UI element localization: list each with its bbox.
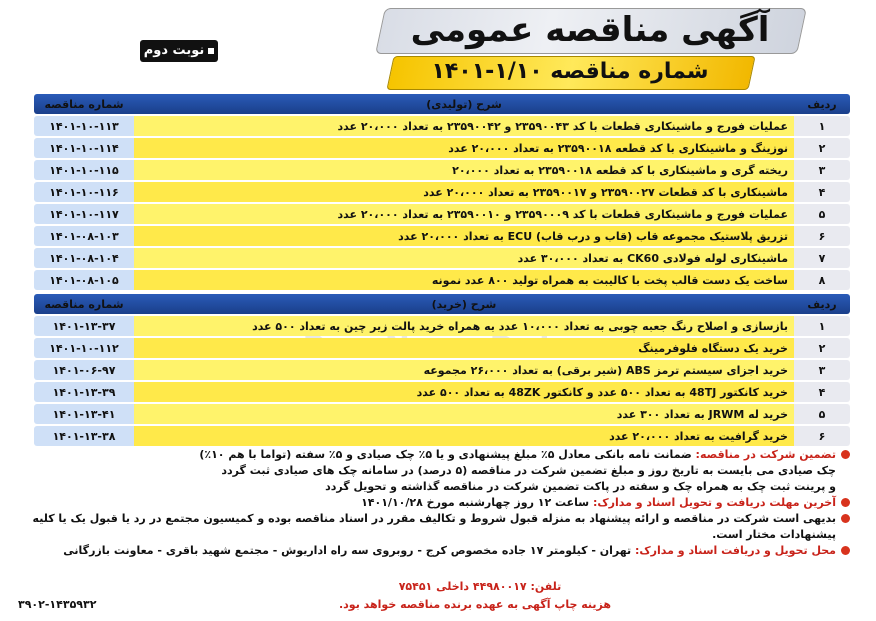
round-badge <box>140 40 218 62</box>
row-tender-number: ۱۴۰۱-۱۰-۱۱۶ <box>34 182 134 202</box>
table-row <box>34 160 850 180</box>
red-bullet-icon <box>841 546 850 555</box>
table-row <box>34 270 850 290</box>
row-description: تزریق پلاستیک مجموعه قاب (قاب و درب قاب) ECU به تعداد ۲۰،۰۰۰ عدد <box>134 226 794 246</box>
table-header-row <box>34 294 850 314</box>
note-guarantee-text: ضمانت نامه بانکی معادل ۵٪ مبلغ پیشنهادی و یا ۵٪ چک صیادی و ۵٪ سفته (تواما با هم ۱۰٪) <box>199 448 692 461</box>
row-description: خرید کانکتور 48TJ به تعداد ۵۰۰ عدد و کانکتور 48ZK به تعداد ۵۰۰ عدد <box>134 382 794 402</box>
row-index: ۵ <box>794 404 850 424</box>
note-acceptance-text: بدیهی است شرکت در مناقصه و ارائه پیشنهاد به منزله قبول شروط و تکالیف مقرر در اسناد مناقصه بوده و کمیسیون مجتمع در رد یا قبول یک یا کلیه پیشنهادات مختار است. <box>32 512 836 541</box>
note-location <box>20 543 850 559</box>
row-description: نوزینگ و ماشینکاری با کد قطعه ۲۳۵۹۰۰۱۸ به تعداد ۲۰،۰۰۰ عدد <box>134 138 794 158</box>
table-header-row <box>34 94 850 114</box>
note-guarantee-line2-text: چک صیادی می بایست به تاریخ روز و مبلغ تضمین شرکت در مناقصه (۵ درصد) در سامانه چک های صیادی ثبت گردد <box>221 464 836 477</box>
row-description: خرید له JRWM به تعداد ۳۰۰ عدد <box>134 404 794 424</box>
row-tender-number: ۱۴۰۱-۱۰-۱۱۴ <box>34 138 134 158</box>
production-tenders-table <box>34 92 850 292</box>
note-guarantee-line3-text: و پرینت ثبت چک به همراه چک و سفته در پاکت تضمین شرکت در مناقصه گذاشته و تحویل گردد <box>325 480 836 493</box>
contact-phone: تلفن: ۴۴۹۸۰۰۱۷ داخلی ۷۵۴۵۱ <box>398 580 562 593</box>
row-description: خرید یک دستگاه فلوفرمینگ <box>134 338 794 358</box>
row-description: ساخت یک دست قالب پخت با کالیبت به همراه تولید ۸۰۰ عدد نمونه <box>134 270 794 290</box>
row-description: خرید گرافیت به تعداد ۲۰،۰۰۰ عدد <box>134 426 794 446</box>
row-description: ماشینکاری با کد قطعات ۲۳۵۹۰۰۲۷ و ۲۳۵۹۰۰۱۷ به تعداد ۲۰،۰۰۰ عدد <box>134 182 794 202</box>
table-row <box>34 404 850 424</box>
row-tender-number: ۱۴۰۱-۱۳-۳۸ <box>34 426 134 446</box>
advert-cost-note: هزینه چاپ آگهی به عهده برنده مناقصه خواهد بود. <box>338 598 611 611</box>
note-acceptance <box>20 511 850 543</box>
notice-header <box>0 0 876 96</box>
row-tender-number: ۱۴۰۱-۱۳-۴۱ <box>34 404 134 424</box>
row-tender-number: ۱۴۰۱-۱۰-۱۱۳ <box>34 116 134 136</box>
table-row <box>34 182 850 202</box>
note-deadline-label: آخرین مهلت دریافت و تحویل اسناد و مدارک: <box>592 496 836 509</box>
row-index: ۶ <box>794 426 850 446</box>
table-row <box>34 248 850 268</box>
note-guarantee-line3 <box>20 479 850 495</box>
row-index: ۴ <box>794 382 850 402</box>
row-tender-number: ۱۴۰۱-۰۸-۱۰۵ <box>34 270 134 290</box>
row-index: ۱ <box>794 316 850 336</box>
col-header-rad: ردیف <box>794 294 850 314</box>
col-header-desc: شرح (تولیدی) <box>134 94 794 114</box>
round-badge-label: نوبت دوم <box>143 43 205 58</box>
row-tender-number: ۱۴۰۱-۰۸-۱۰۴ <box>34 248 134 268</box>
table-row <box>34 226 850 246</box>
row-tender-number: ۱۴۰۱-۱۰-۱۱۷ <box>34 204 134 224</box>
purchase-tenders-table <box>34 292 850 448</box>
row-tender-number: ۱۴۰۱-۱۰-۱۱۵ <box>34 160 134 180</box>
row-description: خرید اجزای سیستم ترمز ABS (شیر برقی) به تعداد ۲۶،۰۰۰ مجموعه <box>134 360 794 380</box>
row-index: ۱ <box>794 116 850 136</box>
row-index: ۵ <box>794 204 850 224</box>
row-tender-number: ۱۴۰۱-۱۰-۱۱۲ <box>34 338 134 358</box>
row-index: ۳ <box>794 160 850 180</box>
red-bullet-icon <box>841 514 850 523</box>
square-bullet-icon <box>208 48 214 54</box>
note-guarantee-line2 <box>20 463 850 479</box>
red-bullet-icon <box>841 450 850 459</box>
note-location-label: محل تحویل و دریافت اسناد و مدارک: <box>635 544 836 557</box>
note-location-text: تهران - کیلومتر ۱۷ جاده مخصوص کرج - روبروی سه راه اداریوش - مجتمع شهید باقری - معاونت بازرگانی <box>63 544 632 557</box>
note-guarantee-label: تضمین شرکت در مناقصه: <box>695 448 836 461</box>
table-row <box>34 316 850 336</box>
row-tender-number: ۱۴۰۱-۱۳-۳۹ <box>34 382 134 402</box>
note-guarantee <box>20 447 850 463</box>
note-deadline <box>20 495 850 511</box>
row-description: عملیات فورج و ماشینکاری قطعات با کد ۲۳۵۹۰۰۰۹ و ۲۳۵۹۰۰۱۰ به تعداد ۲۰،۰۰۰ عدد <box>134 204 794 224</box>
note-deadline-text: ساعت ۱۲ روز چهارشنبه مورخ ۱۴۰۱/۱۰/۲۸ <box>361 496 590 509</box>
col-header-desc: شرح (خرید) <box>134 294 794 314</box>
row-description: بازسازی و اصلاح رنگ جعبه چوبی به تعداد ۱۰،۰۰۰ عدد به همراه خرید پالت زیر چین به تعداد ۵۰۰ عدد <box>134 316 794 336</box>
col-header-num: شماره مناقصه <box>34 294 134 314</box>
row-index: ۷ <box>794 248 850 268</box>
row-index: ۲ <box>794 338 850 358</box>
row-index: ۳ <box>794 360 850 380</box>
notice-title: آگهی مناقصه عمومی <box>410 10 770 50</box>
row-description: ماشینکاری لوله فولادی CK60 به تعداد ۳۰،۰۰۰ عدد <box>134 248 794 268</box>
table-row <box>34 426 850 446</box>
row-tender-number: ۱۴۰۱-۱۳-۳۷ <box>34 316 134 336</box>
row-description: عملیات فورج و ماشینکاری قطعات با کد ۲۳۵۹۰۰۴۳ و ۲۳۵۹۰۰۴۲ به تعداد ۲۰،۰۰۰ عدد <box>134 116 794 136</box>
table-row <box>34 382 850 402</box>
table-row <box>34 116 850 136</box>
table-row <box>34 138 850 158</box>
col-header-num: شماره مناقصه <box>34 94 134 114</box>
row-index: ۸ <box>794 270 850 290</box>
row-index: ۲ <box>794 138 850 158</box>
row-tender-number: ۱۴۰۱-۰۶-۹۷ <box>34 360 134 380</box>
advert-code: ۳۹۰۲-۱۴۳۵۹۳۲ <box>18 598 97 611</box>
col-header-rad: ردیف <box>794 94 850 114</box>
table-row <box>34 360 850 380</box>
row-index: ۶ <box>794 226 850 246</box>
table-row <box>34 338 850 358</box>
table-row <box>34 204 850 224</box>
notice-notes <box>20 447 850 559</box>
row-description: ریخته گری و ماشینکاری با کد قطعه ۲۳۵۹۰۰۱۸ به تعداد ۲۰،۰۰۰ <box>134 160 794 180</box>
tender-number: شماره مناقصه ۱/۱۰-۱۴۰۱ <box>431 59 709 84</box>
red-bullet-icon <box>841 498 850 507</box>
row-index: ۴ <box>794 182 850 202</box>
row-tender-number: ۱۴۰۱-۰۸-۱۰۳ <box>34 226 134 246</box>
